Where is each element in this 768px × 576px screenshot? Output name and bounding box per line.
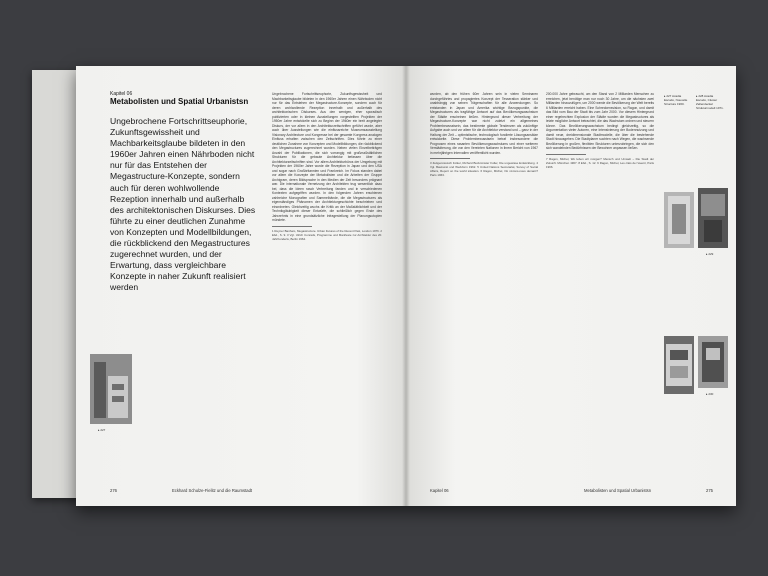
left-figure-image <box>90 354 132 424</box>
right-col2-rule <box>546 154 586 155</box>
right-col2-text: 200.000 Jahre gebraucht, um den Stand von 2 Milliarden Menschen zu erreichen, jetzt benötige man nur noch 30 Jahre, um die nächsten zwei Milliarden hinzuzufügen, um 2000 werde die Bevölkerung der Welt bereits 6 Milliarden erreicht haben. Eine Schreckensvision, so Ragon, und damit das Bild vom Bau der Stadt bis zum Jahr 2000. Vor diesem Hintergrund einer regelrechten Explosion der Städte wurden die Megastructures als letzte mögliche Antwort betrachtet, die das Wachstum ordnen und steuern könne. Das Bevölkerungswachstum bedingt gleichzeitig, so die Argumentation vieler Autoren, eine Intensivierung der Bodennutzung und damit neue, dreidimensionale Stadtmodelle, die über die bestehende Stadt hinausgehen. Die Stadtplaner suchten nach Wegen, die wachsende Bevölkerung in großen, flexiblen Strukturen unterzubringen, die sich den sich wandelnden Bedürfnissen der Bewohner anpassen ließen. <box>546 92 654 150</box>
right-running-title: Metabolisten und Spatial Urbanistsn <box>584 488 652 493</box>
right-page-number: 275 <box>706 488 713 493</box>
right-figure-3 <box>664 336 694 394</box>
lead-paragraph: Ungebrochene Fortschrittseuphorie, Zukunftsgewissheit und Machbarkeitsglaube bildeten in den 1960er Jahren einen Nährboden nicht nur für das Entstehen der Megastructure-Konzepte, sondern auch für deren wohlwollende Rezeption innerhalb und außerhalb des architektonischen Diskurses. Dies führte zu einer deutlichen Zunahme von Konzepten und Modellbildungen, die rückblickend den Megastructures zugerechnet wurden, und der Erwartung, dass vergleichbare Konzepte in naher Zukunft realisiert werden <box>110 116 256 293</box>
left-body-column <box>272 92 382 464</box>
footnote-rule <box>272 226 312 227</box>
figure-2-caption: ▸ 229 <box>706 252 714 256</box>
left-figure-caption: ▸ 227 <box>98 428 106 432</box>
chapter-title: Metabolisten und Spatial Urbanistsn <box>110 97 249 106</box>
left-running-title: Eckhard Schulze-Fielitz und die Raumstadt <box>172 488 253 493</box>
right-col1-rule <box>430 158 470 159</box>
right-column-1 <box>430 92 538 464</box>
right-figure-2 <box>698 188 728 248</box>
right-column-2 <box>546 92 654 464</box>
right-page <box>406 66 736 506</box>
right-col2-footnotes: 7 Ragon, Michel, Wo leben wir morgen? Mensch und Umwelt – Die Stadt der Zukunft. München 1967. 8 Ebd., S. 12. 9 Ragon, Michel, Les cités de l’avenir, Paris 1966. <box>546 156 654 169</box>
left-page <box>76 66 406 506</box>
left-footnotes: 1 Reyner Banham, Megastructure. Urban Futures of the Recent Past, London 1976. 2 Ebd., S. 9. 3 Vgl. Ulrich Conrads, Programme und Manifeste zur Architektur des 20. Jahrhunderts, Berlin 1964. <box>272 228 382 241</box>
right-figure-4 <box>698 336 728 388</box>
book-gutter <box>402 66 410 506</box>
margin-caption-2: ▸ 228 Acadia Escudo, Cluster Zellendeckel Strukturmodell 1971. <box>696 94 724 110</box>
book-spread <box>76 66 736 506</box>
margin-caption-1: ▸ 227 Acadia Escudo, Nouvelle Structure 1960. <box>664 94 688 106</box>
right-col1-footnotes: 3 Zeitgenössisch Folker, Richard Buckminster Fuller, Die ungewisse Entwicklung. 4 Vgl. Baukunst und Werkform 1962. 5 United Nations Secretariat, Survey of Social Affairs, Report on the world situation. 6 Ragon, Michel, Où vivrons-nous demain? Paris 1963. <box>430 161 538 177</box>
right-footer-chapter: Kapitel 06 <box>430 488 449 493</box>
right-col1-text: wurden, ab den frühen 60er Jahren sein in vielen Seminaren durchgeführtes und propagiertes Konzept der Tesseration stärker und unabhängig von seinen Trägerschaften für alle Anwendungen. So entstanden in Japan und Amerika wichtige Bezugspunkte, die Megastructures als tragfähige Antwort auf das Bevölkerungswachstum der Städte erscheinen ließen. Hintergrund dieser Verbreitung der Megastructure-Konzepte war nicht zuletzt ein allgemeines Problembewusstsein, das bestimmte globale Tendenzen als zukünftige Aufgabe auch und vor allem für die Architektur verstand und – ganz in der Haltung der Zeit – optimistische, technologisch fundierte Lösungsansätze entwickelte. Diese Problembewusstsein betraf insbesondere die Prognosen eines rasanten Bevölkerungswachstums und einer weiteren Verstädterung, die von den Vereinten Nationen in ihrem Bericht von 1967 in mehrjährigen Intervallen veröffentlicht wurden. <box>430 92 538 155</box>
left-body-text: Ungebrochene Fortschrittseuphorie, Zukunftsgewissheit und Machbarkeitsglaube bildeten in den 1960er Jahren einen Nährboden nicht nur für das Entstehen der Megastructure-Konzepte, sondern auch für deren wohlwollende Rezeption innerhalb und außerhalb des architektonischen Diskurses. Aus den wenigen, eher sporadisch publizierten oder in kleinen Ausstellungen vorgestellten Projekten der 1950er Jahre entwickelte sich zu Beginn der 1960er ein breit angelegter Diskurs, der vor allem in den Architekturzeitschriften geführt wurde, aber auch über Ausstellungen wie die einflussreiche Museumsausstellung Visionary Architecture und Kongresse bei der gesamte Kongress analogen Einfluss erhalten zwischen den Zeitschriften. Dies führte zu einer deutlichen Zunahme von Konzepten und Modellbildungen, die rückblickend den Megastructures zugerechnet wurden. Neben vielen Einzelbeiträgen Anzahl der Publikationen, die sich vorrangig mit großmaßstäblichen Strukturen für die gebaute Architektur befassen über die Architekturzeitschriften sind. Vor allem Architekturbüros der Umgebung mit Projekten der 1960er Jahre wurde die Rezeption in Japan und den USA und sogar nach Großbritannien und Frankreich. Im Fokus standen dabei vor allem die Konzepte der Metabolisten und die Arbeiten der Gruppe Archigram, deren Bildsprache in den Medien der Zeit besonders prägnant war. Die internationale Vernetzung der Architekten trug wesentlich dazu bei, dass die Ideen rasch Verbreitung fanden und in verschiedenen Kontexten aufgegriffen wurden. In den folgenden Jahren erschienen zahlreiche Monografien und Sammelbände, die die Megastructures als eigenständiges Phänomen der Architekturgeschichte beschrieben und einordneten. Gleichzeitig wuchs die Kritik an der Maßstäblichkeit und der Technikgläubigkeit dieser Entwürfe, die schließlich gegen Ende des Jahrzehnts in eine grundsätzliche Infragestellung der Planungsutopien mündete. <box>272 92 382 222</box>
figure-4-caption: ▸ 230 <box>706 392 714 396</box>
right-figure-1 <box>664 192 694 248</box>
chapter-label: Kapitel 06 <box>110 91 133 97</box>
left-page-number: 276 <box>110 488 117 493</box>
